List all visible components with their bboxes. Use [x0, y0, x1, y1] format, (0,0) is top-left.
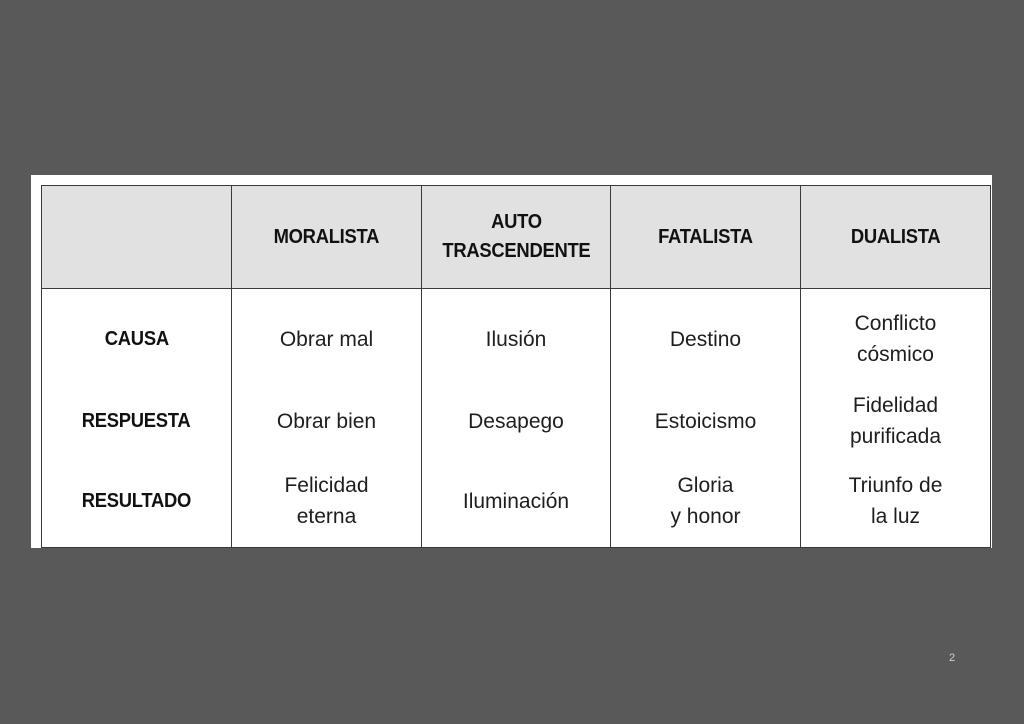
table-cell: Iluminación	[422, 459, 611, 548]
table-cell: Obrar bien	[232, 383, 422, 459]
header-cell-empty	[42, 186, 232, 289]
table-cell: Triunfo de la luz	[801, 459, 991, 548]
header-cell-dualista: DUALISTA	[801, 186, 991, 289]
table-cell: Obrar mal	[232, 289, 422, 384]
row-label-respuesta: RESPUESTA	[82, 409, 191, 432]
table-cell: Ilusión	[422, 289, 611, 384]
slide-panel	[31, 175, 992, 548]
table-cell: Gloria y honor	[611, 459, 801, 548]
header-cell-auto-trascendente: AUTO TRASCENDENTE	[422, 186, 611, 289]
header-cell-fatalista: FATALISTA	[611, 186, 801, 289]
table-cell: Desapego	[422, 383, 611, 459]
table-row-respuesta	[42, 383, 991, 459]
table-cell: Fidelidad purificada	[801, 383, 991, 459]
table-header-row	[42, 186, 991, 289]
table-row-causa	[42, 289, 991, 384]
table-cell: Estoicismo	[611, 383, 801, 459]
page-number: 2	[949, 652, 956, 664]
table-cell: Felicidad eterna	[232, 459, 422, 548]
header-cell-moralista: MORALISTA	[232, 186, 422, 289]
comparison-table	[41, 185, 991, 548]
row-label-resultado: RESULTADO	[81, 489, 192, 512]
table-row-resultado	[42, 459, 991, 548]
table-cell: Destino	[611, 289, 801, 384]
table-cell: Conflicto cósmico	[801, 289, 991, 384]
row-label-causa: CAUSA	[104, 327, 169, 350]
